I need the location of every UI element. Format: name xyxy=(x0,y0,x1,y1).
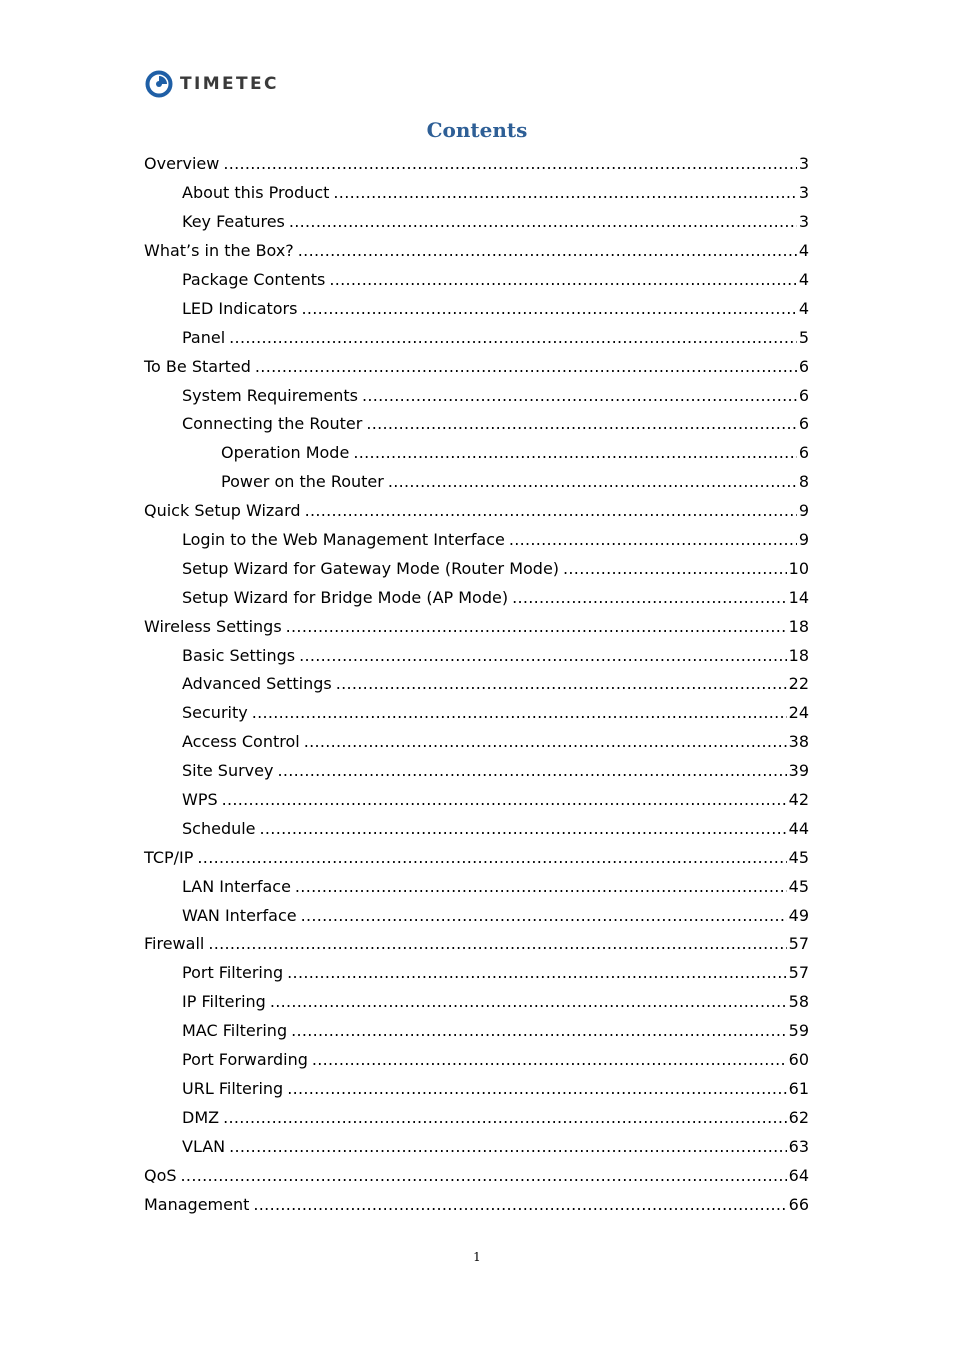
toc-entry[interactable] xyxy=(144,410,809,439)
toc-entry-label: LAN Interface xyxy=(182,876,291,896)
toc-entry[interactable] xyxy=(144,179,809,208)
toc-dot-leader xyxy=(301,300,796,318)
toc-entry-page-number: 44 xyxy=(788,818,809,838)
toc-entry[interactable] xyxy=(144,988,809,1017)
toc-entry-label: Quick Setup Wizard xyxy=(144,501,301,521)
toc-entry-label: MAC Filtering xyxy=(182,1021,288,1041)
toc-entry[interactable] xyxy=(144,266,809,295)
toc-entry[interactable] xyxy=(144,1017,809,1046)
toc-entry-page-number: 39 xyxy=(788,761,809,781)
toc-dot-leader xyxy=(286,618,787,636)
toc-entry-page-number: 22 xyxy=(788,674,809,694)
toc-entry-page-number: 8 xyxy=(798,472,809,492)
toc-entry-page-number: 9 xyxy=(798,530,809,550)
toc-dot-leader xyxy=(287,1080,786,1098)
toc-entry-label: QoS xyxy=(144,1165,177,1185)
toc-dot-leader xyxy=(255,358,797,376)
toc-entry-page-number: 10 xyxy=(788,558,809,578)
toc-dot-leader xyxy=(312,1051,787,1069)
toc-entry-label: WAN Interface xyxy=(182,905,297,925)
toc-entry-label: VLAN xyxy=(182,1136,226,1156)
toc-dot-leader xyxy=(208,935,786,953)
toc-entry-label: Management xyxy=(144,1194,250,1214)
toc-entry-label: Access Control xyxy=(182,732,300,752)
toc-entry-page-number: 4 xyxy=(798,298,809,318)
toc-entry[interactable] xyxy=(144,468,809,497)
toc-entry-label: IP Filtering xyxy=(182,992,266,1012)
toc-entry-page-number: 49 xyxy=(788,905,809,925)
toc-entry-page-number: 3 xyxy=(798,183,809,203)
toc-entry-page-number: 5 xyxy=(798,327,809,347)
toc-dot-leader xyxy=(295,878,787,896)
toc-entry-label: Setup Wizard for Bridge Mode (AP Mode) xyxy=(182,587,509,607)
toc-entry[interactable] xyxy=(144,150,809,179)
toc-entry[interactable] xyxy=(144,323,809,352)
toc-entry[interactable] xyxy=(144,1190,809,1219)
toc-entry-label: Login to the Web Management Interface xyxy=(182,530,505,550)
toc-entry-page-number: 66 xyxy=(788,1194,809,1214)
toc-entry[interactable] xyxy=(144,1046,809,1075)
toc-entry-page-number: 45 xyxy=(788,847,809,867)
toc-entry-label: WPS xyxy=(182,790,218,810)
toc-entry-page-number: 18 xyxy=(788,616,809,636)
toc-entry[interactable] xyxy=(144,757,809,786)
toc-dot-leader xyxy=(223,155,796,173)
toc-dot-leader xyxy=(333,184,796,202)
toc-entry-label: Schedule xyxy=(182,818,256,838)
toc-entry-page-number: 57 xyxy=(788,963,809,983)
toc-entry-label: Connecting the Router xyxy=(182,414,363,434)
toc-entry-page-number: 6 xyxy=(798,356,809,376)
toc-entry-label: Overview xyxy=(144,154,220,174)
toc-entry[interactable] xyxy=(144,1075,809,1104)
toc-entry-label: Wireless Settings xyxy=(144,616,282,636)
toc-entry-label: Package Contents xyxy=(182,270,326,289)
toc-dot-leader xyxy=(563,560,787,578)
toc-entry[interactable] xyxy=(144,583,809,612)
toc-dot-leader xyxy=(229,1138,787,1156)
toc-dot-leader xyxy=(229,329,797,347)
toc-entry-page-number: 24 xyxy=(788,703,809,723)
toc-entry-page-number: 58 xyxy=(788,992,809,1012)
toc-entry-label: Firewall xyxy=(144,934,205,954)
page-number: 1 xyxy=(473,1250,481,1264)
toc-entry[interactable] xyxy=(144,1132,809,1161)
toc-entry-page-number: 63 xyxy=(788,1136,809,1156)
brand-logo xyxy=(145,69,279,99)
toc-dot-leader xyxy=(304,733,787,751)
toc-entry[interactable] xyxy=(144,959,809,988)
toc-entry-page-number: 60 xyxy=(788,1050,809,1070)
toc-entry-label: Port Filtering xyxy=(182,963,284,983)
toc-entry[interactable] xyxy=(144,872,809,901)
toc-entry[interactable] xyxy=(144,728,809,757)
toc-entry-label: Advanced Settings xyxy=(182,674,332,694)
toc-entry-label: System Requirements xyxy=(182,385,358,405)
brand-text: TIMETEC xyxy=(180,74,279,94)
toc-entry-page-number: 9 xyxy=(798,501,809,521)
toc-entry-label: Port Forwarding xyxy=(182,1050,308,1070)
toc-entry[interactable] xyxy=(144,208,809,237)
toc-entry-page-number: 14 xyxy=(788,587,809,607)
toc-dot-leader xyxy=(197,849,786,867)
toc-entry[interactable] xyxy=(144,901,809,930)
toc-entry[interactable] xyxy=(144,641,809,670)
toc-dot-leader xyxy=(336,675,787,693)
toc-entry-page-number: 3 xyxy=(798,154,809,174)
toc-entry-label: To Be Started xyxy=(144,356,251,376)
toc-entry-label: What’s in the Box? xyxy=(144,241,294,261)
toc-entry-label: Operation Mode xyxy=(221,443,350,463)
toc-entry-label: Panel xyxy=(182,327,226,347)
toc-entry-page-number: 64 xyxy=(788,1165,809,1185)
toc-entry[interactable] xyxy=(144,497,809,526)
toc-dot-leader xyxy=(289,213,797,231)
toc-entry-label: Site Survey xyxy=(182,761,274,781)
timetec-logo-icon xyxy=(145,70,173,98)
toc-entry[interactable] xyxy=(144,699,809,728)
toc-entry-page-number: 42 xyxy=(788,790,809,810)
toc-dot-leader xyxy=(362,387,797,405)
toc-entry-page-number: 4 xyxy=(798,270,809,289)
toc-entry-page-number: 4 xyxy=(798,241,809,261)
toc-entry[interactable] xyxy=(144,814,809,843)
toc-entry-page-number: 57 xyxy=(788,934,809,954)
toc-entry-page-number: 6 xyxy=(798,443,809,463)
toc-entry-label: Setup Wizard for Gateway Mode (Router Mode) xyxy=(182,558,560,578)
page-title: Contents xyxy=(426,118,528,142)
toc-dot-leader xyxy=(512,589,787,607)
toc-entry[interactable] xyxy=(144,1103,809,1132)
toc-entry[interactable] xyxy=(144,612,809,641)
toc-entry[interactable] xyxy=(144,439,809,468)
toc-dot-leader xyxy=(353,444,797,462)
toc-dot-leader xyxy=(299,647,787,665)
toc-entry-page-number: 6 xyxy=(798,414,809,434)
toc-entry-label: Basic Settings xyxy=(182,645,296,665)
toc-dot-leader xyxy=(287,964,786,982)
toc-dot-leader xyxy=(305,502,797,520)
toc-dot-leader xyxy=(509,531,797,549)
toc-entry[interactable] xyxy=(144,670,809,699)
toc-dot-leader xyxy=(253,1196,786,1214)
toc-dot-leader xyxy=(301,907,787,925)
toc-entry[interactable] xyxy=(144,526,809,555)
toc-entry-label: Security xyxy=(182,703,248,723)
toc-entry-label: Key Features xyxy=(182,212,285,232)
toc-entry-page-number: 6 xyxy=(798,385,809,405)
toc-dot-leader xyxy=(388,473,797,491)
toc-dot-leader xyxy=(270,993,787,1011)
toc-entry[interactable] xyxy=(144,554,809,583)
toc-entry-page-number: 45 xyxy=(788,876,809,896)
toc-entry-page-number: 62 xyxy=(788,1107,809,1127)
toc-entry-label: About this Product xyxy=(182,183,330,203)
toc-dot-leader xyxy=(252,704,787,722)
toc-entry[interactable] xyxy=(144,381,809,410)
toc-dot-leader xyxy=(291,1022,787,1040)
toc-entry-page-number: 61 xyxy=(788,1078,809,1098)
toc-entry-label: URL Filtering xyxy=(182,1078,284,1098)
toc-dot-leader xyxy=(181,1167,787,1185)
toc-dot-leader xyxy=(223,1109,787,1127)
toc-dot-leader xyxy=(366,415,796,433)
toc-entry[interactable] xyxy=(144,1161,809,1190)
toc-entry[interactable] xyxy=(144,294,809,323)
toc-dot-leader xyxy=(329,271,796,289)
toc-entry-page-number: 38 xyxy=(788,732,809,752)
toc-entry-page-number: 18 xyxy=(788,645,809,665)
toc-entry-label: DMZ xyxy=(182,1107,220,1127)
toc-entry-page-number: 59 xyxy=(788,1021,809,1041)
toc-entry[interactable] xyxy=(144,930,809,959)
toc-entry[interactable] xyxy=(144,352,809,381)
toc-entry-page-number: 3 xyxy=(798,212,809,232)
toc-dot-leader xyxy=(277,762,786,780)
toc-entry-label: LED Indicators xyxy=(182,298,298,318)
toc-entry-label: TCP/IP xyxy=(144,847,194,867)
table-of-contents xyxy=(144,150,809,1219)
toc-dot-leader xyxy=(298,242,797,260)
toc-entry[interactable] xyxy=(144,237,809,266)
toc-dot-leader xyxy=(260,820,787,838)
toc-entry-label: Power on the Router xyxy=(221,472,384,492)
toc-entry[interactable] xyxy=(144,786,809,815)
toc-dot-leader xyxy=(222,791,787,809)
toc-entry[interactable] xyxy=(144,843,809,872)
